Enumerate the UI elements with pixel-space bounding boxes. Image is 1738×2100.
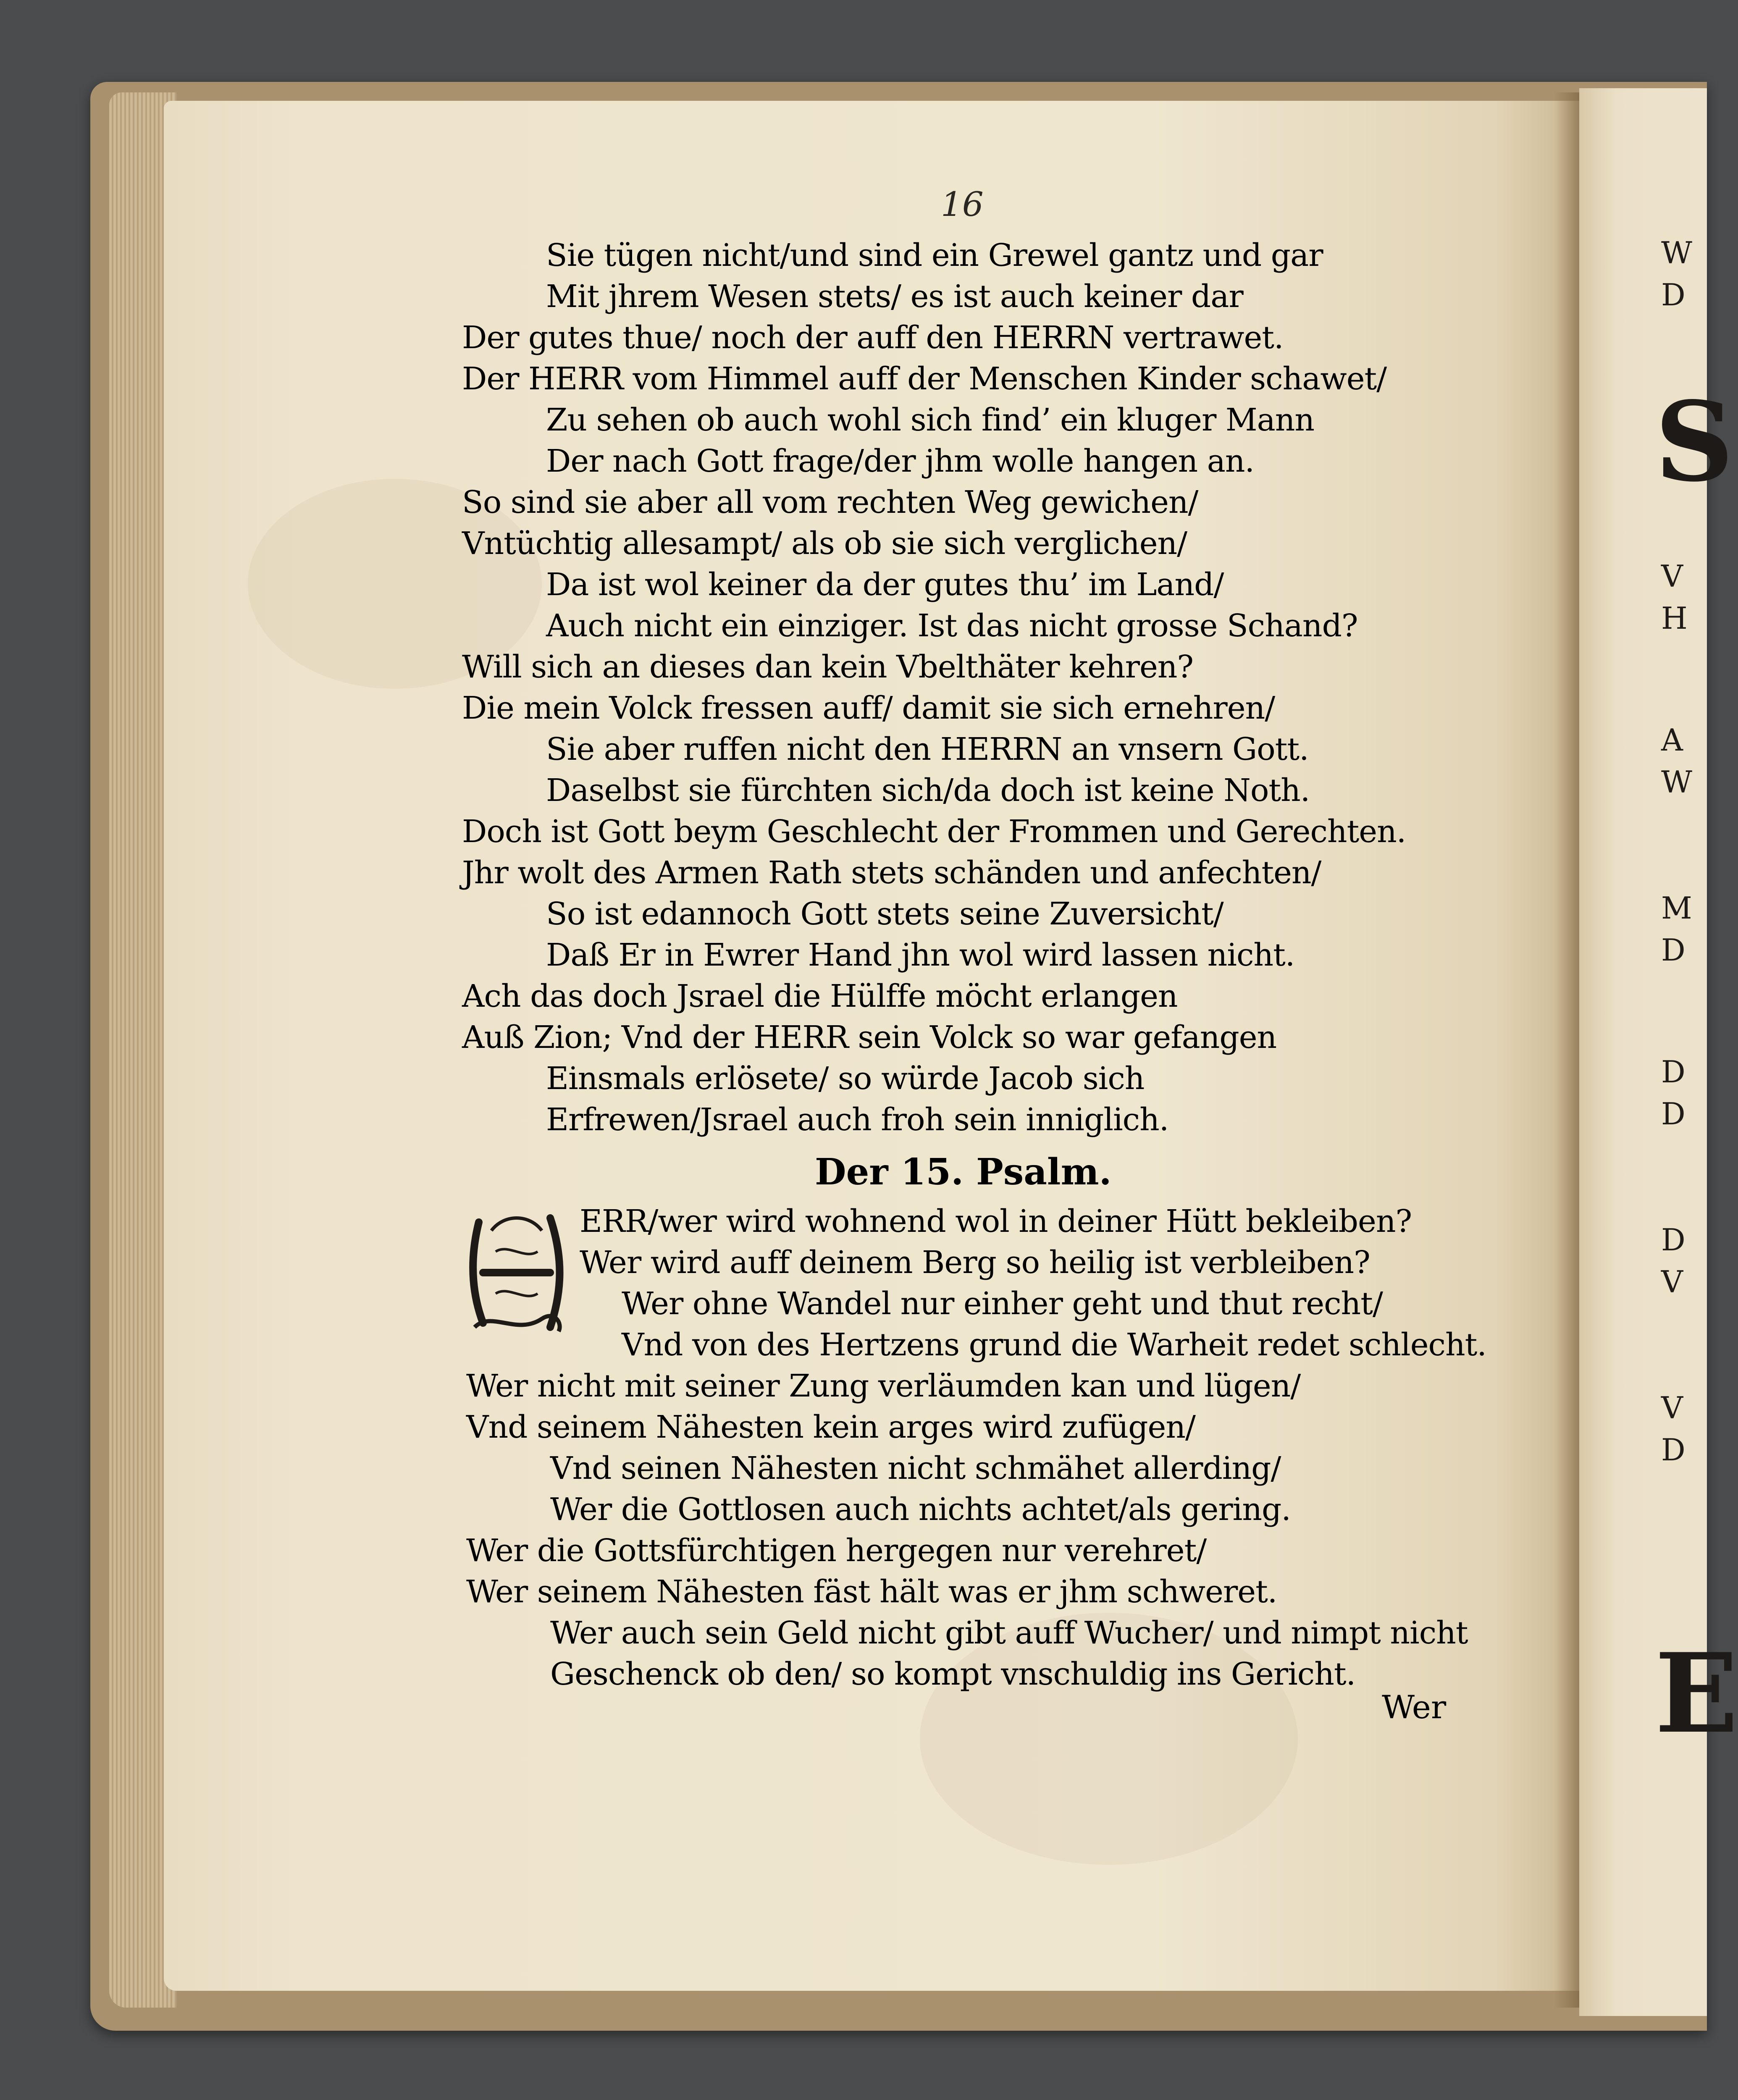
verse-line: Vnd seinem Nähesten kein arges wird zufügen/ (466, 1409, 1195, 1445)
verse-line: Wer auch sein Geld nicht gibt auff Wucher/ und nimpt nicht (550, 1615, 1468, 1651)
verse-line: Auß Zion; Vnd der HERR sein Volck so war gefangen (462, 1019, 1277, 1055)
verse-line: Zu sehen ob auch wohl sich find’ ein kluger Mann (546, 402, 1315, 438)
right-page-fragment: W (1661, 235, 1693, 270)
verse-line: So sind sie aber all vom rechten Weg gewichen/ (462, 484, 1198, 520)
verse-line: So ist edannoch Gott stets seine Zuversicht/ (546, 896, 1223, 932)
right-page-fragment: D (1661, 932, 1685, 968)
verse-line: Geschenck ob den/ so kompt vnschuldig ins Gericht. (550, 1656, 1356, 1692)
catchword: Wer (1382, 1688, 1447, 1726)
verse-line: Wer die Gottlosen auch nichts achtet/als gering. (550, 1491, 1291, 1528)
verse-line: Will sich an dieses dan kein Vbelthäter kehren? (462, 649, 1194, 685)
verse-line: Ach das doch Jsrael die Hülffe möcht erlangen (462, 978, 1178, 1014)
verse-line: Die mein Volck fressen auff/ damit sie sich ernehren/ (462, 690, 1275, 726)
verse-line: Daselbst sie fürchten sich/da doch ist keine Noth. (546, 772, 1310, 808)
verse-line: Vnd seinen Nähesten nicht schmähet allerding/ (550, 1450, 1281, 1486)
verse-line: Jhr wolt des Armen Rath stets schänden und anfechten/ (462, 855, 1321, 891)
verse-line: Wer die Gottsfürchtigen hergegen nur verehret/ (466, 1533, 1207, 1569)
verse-line: Auch nicht ein einziger. Ist das nicht grosse Schand? (546, 608, 1358, 644)
page-number: 16 (941, 185, 984, 224)
verse-line: Wer nicht mit seiner Zung verläumden kan und lügen/ (466, 1368, 1301, 1404)
right-page-fragment: A (1661, 722, 1683, 758)
verse-line: Einsmals erlösete/ so würde Jacob sich (546, 1060, 1145, 1097)
decorated-initial (466, 1205, 567, 1336)
verse-line: Sie aber ruffen nicht den HERRN an vnsern Gott. (546, 731, 1309, 767)
verse-line: Der nach Gott frage/der jhm wolle hangen an. (546, 443, 1255, 479)
right-page-initial: S (1655, 378, 1734, 506)
verse-line: Da ist wol keiner da der gutes thu’ im Land/ (546, 567, 1224, 603)
verse-line: Wer seinem Nähesten fäst hält was er jhm schweret. (466, 1574, 1277, 1610)
right-page-fragment: H (1661, 601, 1688, 636)
right-page-initial: E (1655, 1630, 1738, 1758)
verse-line: Wer wird auff deinem Berg so heilig ist verbleiben? (580, 1244, 1370, 1281)
verse-line: Vnd von des Hertzens grund die Warheit redet schlecht. (622, 1327, 1486, 1363)
verse-line: Wer ohne Wandel nur einher geht und thut recht/ (622, 1286, 1383, 1322)
psalm-heading: Der 15. Psalm. (815, 1151, 1112, 1193)
right-page-fragment: D (1661, 1054, 1685, 1089)
verse-line: Mit jhrem Wesen stets/ es ist auch keiner dar (546, 278, 1243, 315)
right-page-fragment: V (1661, 559, 1683, 594)
verse-line: Vntüchtig allesampt/ als ob sie sich verglichen/ (462, 525, 1187, 562)
verse-line: Der gutes thue/ noch der auff den HERRN vertrawet. (462, 320, 1284, 356)
right-page-fragment: W (1661, 764, 1693, 800)
verse-line: Der HERR vom Himmel auff der Menschen Kinder schawet/ (462, 361, 1387, 397)
verse-line: ERR/wer wird wohnend wol in deiner Hütt bekleiben? (580, 1203, 1412, 1239)
right-page-fragment: V (1661, 1264, 1683, 1299)
right-page-fragment: D (1661, 1432, 1685, 1467)
right-page-fragment: D (1661, 1096, 1685, 1131)
right-page-fragment: V (1661, 1390, 1683, 1425)
verse-line: Daß Er in Ewrer Hand jhn wol wird lassen nicht. (546, 937, 1295, 973)
right-page-fragment: D (1661, 277, 1685, 312)
right-page-fragment: D (1661, 1222, 1685, 1257)
verse-line: Sie tügen nicht/und sind ein Grewel gantz und gar (546, 237, 1323, 273)
right-page-fragment: M (1661, 890, 1692, 926)
verse-line: Doch ist Gott beym Geschlecht der Frommen und Gerechten. (462, 814, 1406, 850)
verse-line: Erfrewen/Jsrael auch froh sein inniglich. (546, 1102, 1169, 1138)
